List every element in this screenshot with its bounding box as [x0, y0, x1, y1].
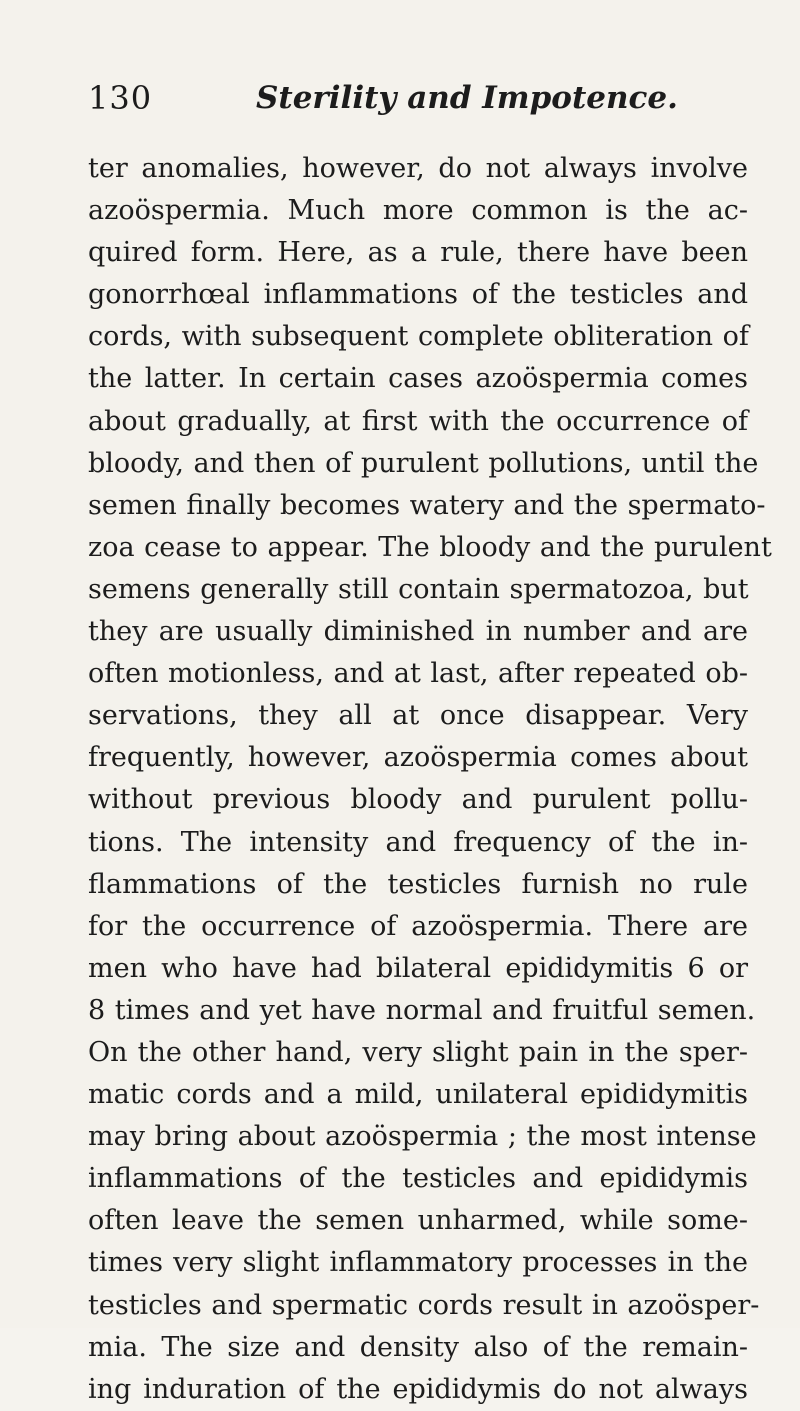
- text-line: semens generally still contain spermatozoa, but: [88, 573, 749, 605]
- text-line: about gradually, at first with the occurrence of: [88, 405, 748, 437]
- text-line: quired form. Here, as a rule, there have been: [88, 237, 748, 269]
- text-line: without previous bloody and purulent pollu-: [88, 784, 748, 816]
- text-line: may bring about azoöspermia ; the most intense: [88, 1121, 757, 1153]
- text-line: frequently, however, azoöspermia comes about: [88, 742, 748, 774]
- running-title: Sterility and Impotence.: [256, 80, 678, 116]
- running-head: [88, 78, 748, 118]
- page-number: 130: [88, 79, 153, 117]
- text-line: for the occurrence of azoöspermia. There are: [88, 910, 748, 942]
- body-text: [88, 148, 772, 1411]
- text-line: servations, they all at once disappear. Very: [88, 700, 748, 732]
- text-line: matic cords and a mild, unilateral epididymitis: [88, 1079, 748, 1111]
- text-line: gonorrhœal inflammations of the testicles and: [88, 279, 748, 311]
- text-line: azoöspermia. Much more common is the ac-: [88, 195, 748, 227]
- text-line: the latter. In certain cases azoöspermia comes: [88, 363, 748, 395]
- text-line: times very slight inflammatory processes in the: [88, 1247, 748, 1279]
- text-line: cords, with subsequent complete obliteration of: [88, 321, 749, 353]
- text-line: zoa cease to appear. The bloody and the purulent: [88, 531, 772, 563]
- text-line: semen finally becomes watery and the spermato-: [88, 489, 766, 521]
- text-line: bloody, and then of purulent pollutions, until the: [88, 447, 759, 479]
- text-line: tions. The intensity and frequency of the in-: [88, 826, 748, 858]
- text-line: ter anomalies, however, do not always involve: [88, 153, 748, 184]
- text-line: often motionless, and at last, after repeated ob-: [88, 658, 749, 690]
- text-line: they are usually diminished in number and are: [88, 616, 748, 648]
- text-line: ing induration of the epididymis do not always: [88, 1373, 748, 1405]
- text-line: often leave the semen unharmed, while some-: [88, 1205, 748, 1237]
- text-line: inflammations of the testicles and epididymis: [88, 1163, 748, 1195]
- text-line: men who have had bilateral epididymitis 6 or: [88, 952, 748, 984]
- text-line: testicles and spermatic cords result in azoösper-: [88, 1289, 760, 1321]
- text-line: mia. The size and density also of the remain-: [88, 1331, 748, 1363]
- text-line: 8 times and yet have normal and fruitful semen.: [88, 994, 756, 1026]
- text-line: flammations of the testicles furnish no rule: [88, 868, 748, 900]
- text-line: On the other hand, very slight pain in the sper-: [88, 1036, 748, 1068]
